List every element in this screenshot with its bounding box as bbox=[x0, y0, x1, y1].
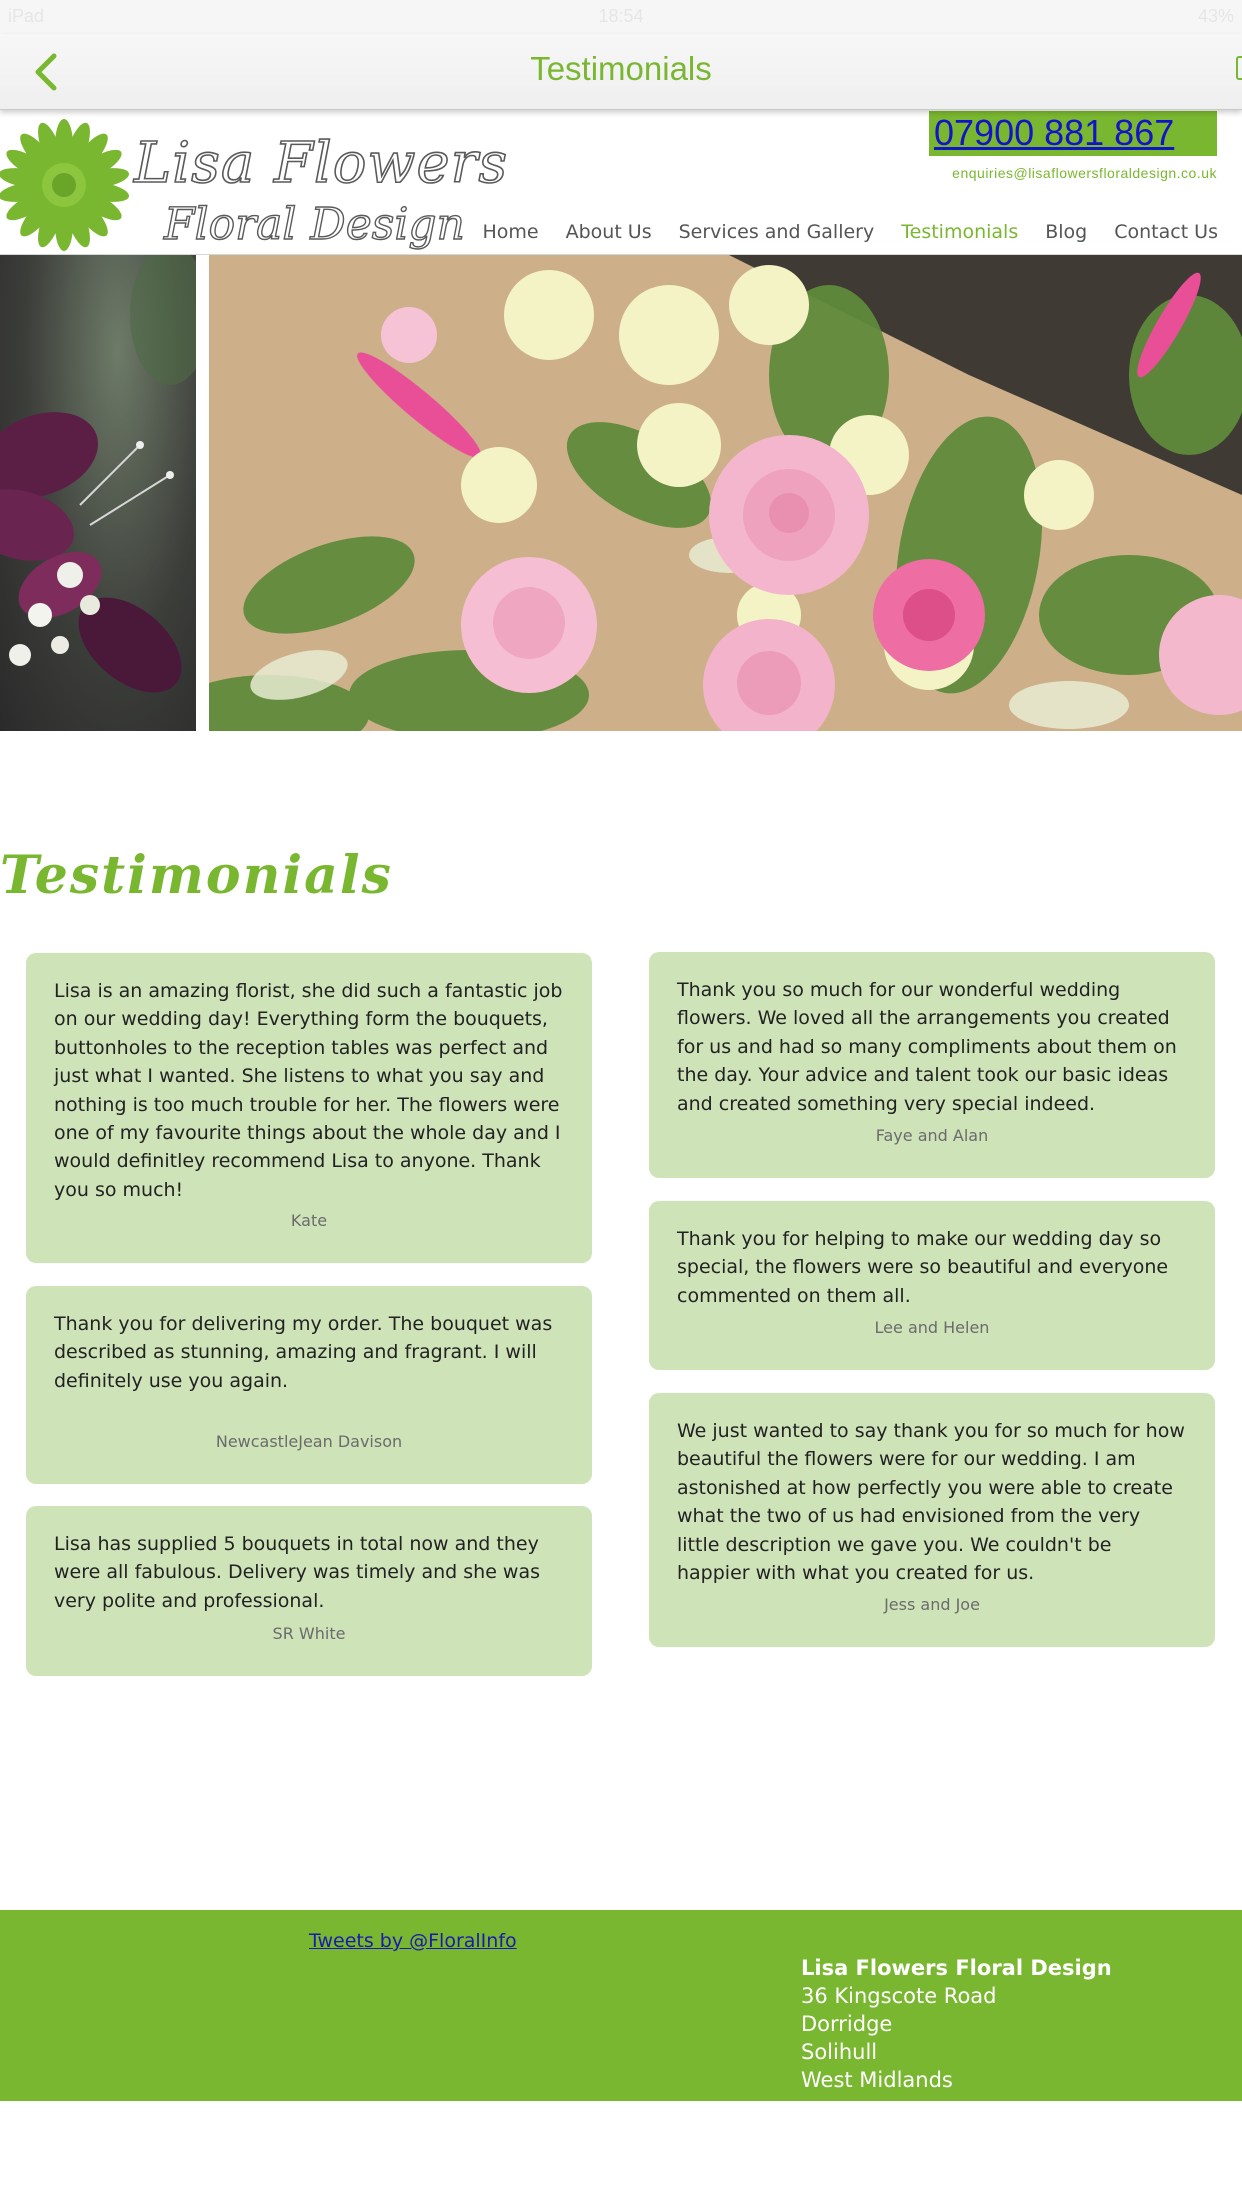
section-title: Testimonials bbox=[0, 845, 393, 906]
address-line: Solihull bbox=[801, 2040, 878, 2064]
testimonial-author: SR White bbox=[272, 1624, 346, 1643]
tweets-link[interactable]: Tweets by @FloralInfo bbox=[309, 1930, 517, 1952]
testimonial-author: NewcastleJean Davison bbox=[215, 1432, 403, 1451]
testimonial-card bbox=[649, 952, 1215, 1178]
menu-testimonials[interactable]: Testimonials bbox=[901, 221, 1019, 243]
testimonial-text: Thank you for helping to make our wedding day so special, the flowers were so beautiful and everyone commented on them all. bbox=[677, 1228, 1169, 1307]
logo-text-line1: Lisa Flowers bbox=[134, 131, 509, 196]
testimonial-text: Lisa is an amazing florist, she did such a fantastic job on our wedding day! Everything form the bouquets, buttonholes to the reception tables was perfect and just what I wanted. She listens to what you say and nothing is too much trouble for her. The flowers were one of my favourite things about the whole day and I would definitley recommend Lisa to anyone. Thank you so much! bbox=[54, 980, 563, 1201]
status-bar bbox=[0, 0, 1242, 34]
banner-image-rose-bouquet bbox=[209, 255, 1242, 731]
address-line: Dorridge bbox=[801, 2012, 893, 2036]
testimonial-card bbox=[26, 953, 592, 1263]
testimonial-author: Lee and Helen bbox=[874, 1318, 990, 1337]
menu-services-gallery[interactable]: Services and Gallery bbox=[678, 221, 875, 243]
testimonial-author: Jess and Joe bbox=[884, 1595, 980, 1614]
gerbera-flower-icon bbox=[0, 119, 132, 251]
testimonial-text: Lisa has supplied 5 bouquets in total now and they were all fabulous. Delivery was timely and she was very polite and professional. bbox=[54, 1533, 541, 1612]
device-label: iPad bbox=[8, 6, 45, 26]
menu-home[interactable]: Home bbox=[482, 221, 539, 243]
site-logo[interactable] bbox=[0, 119, 509, 259]
menu-contact-us[interactable]: Contact Us bbox=[1114, 221, 1218, 243]
status-time: 18:54 bbox=[598, 6, 644, 26]
menu-about-us[interactable]: About Us bbox=[565, 221, 652, 243]
banner-image-calla-lilies bbox=[0, 255, 196, 731]
testimonial-card bbox=[649, 1393, 1215, 1647]
site-header bbox=[0, 111, 1242, 256]
testimonial-card bbox=[649, 1201, 1215, 1370]
nav-title: Testimonials bbox=[530, 50, 712, 87]
banner-slideshow[interactable] bbox=[0, 255, 1242, 731]
testimonial-text: Thank you for delivering my order. The bouquet was described as stunning, amazing and fragrant. I will definitely use you again. bbox=[54, 1313, 553, 1392]
email-text[interactable]: enquiries@lisaflowersfloraldesign.co.uk bbox=[952, 165, 1217, 181]
address-line: 36 Kingscote Road bbox=[801, 1984, 997, 2008]
phone-link[interactable]: 07900 881 867 bbox=[934, 112, 1175, 153]
battery-label: 43% bbox=[1197, 6, 1234, 26]
logo-text-line2: Floral Design bbox=[164, 199, 465, 250]
testimonial-author: Faye and Alan bbox=[875, 1126, 989, 1145]
menu-blog[interactable]: Blog bbox=[1045, 221, 1088, 243]
share-icon[interactable] bbox=[1236, 56, 1242, 80]
testimonial-author: Kate bbox=[290, 1211, 328, 1230]
business-address bbox=[801, 1954, 1112, 2094]
testimonial-text: We just wanted to say thank you for so much for how beautiful the flowers were for our wedding. I am astonished at how perfectly you were able to create what the two of us had envisioned from the very little description we gave you. We couldn't be happier with what you created for us. bbox=[677, 1420, 1185, 1585]
app-nav-bar bbox=[0, 34, 1242, 110]
testimonial-text: Thank you so much for our wonderful wedding flowers. We loved all the arrangements you created for us and had so many compliments about them on the day. Your advice and talent took our basic ideas and created something very special indeed. bbox=[677, 979, 1177, 1115]
business-name: Lisa Flowers Floral Design bbox=[801, 1956, 1112, 1980]
site-nav bbox=[455, 221, 1218, 243]
address-line: West Midlands bbox=[801, 2068, 953, 2092]
site-footer bbox=[0, 1910, 1242, 2101]
testimonial-card bbox=[26, 1286, 592, 1484]
testimonial-card bbox=[26, 1506, 592, 1676]
